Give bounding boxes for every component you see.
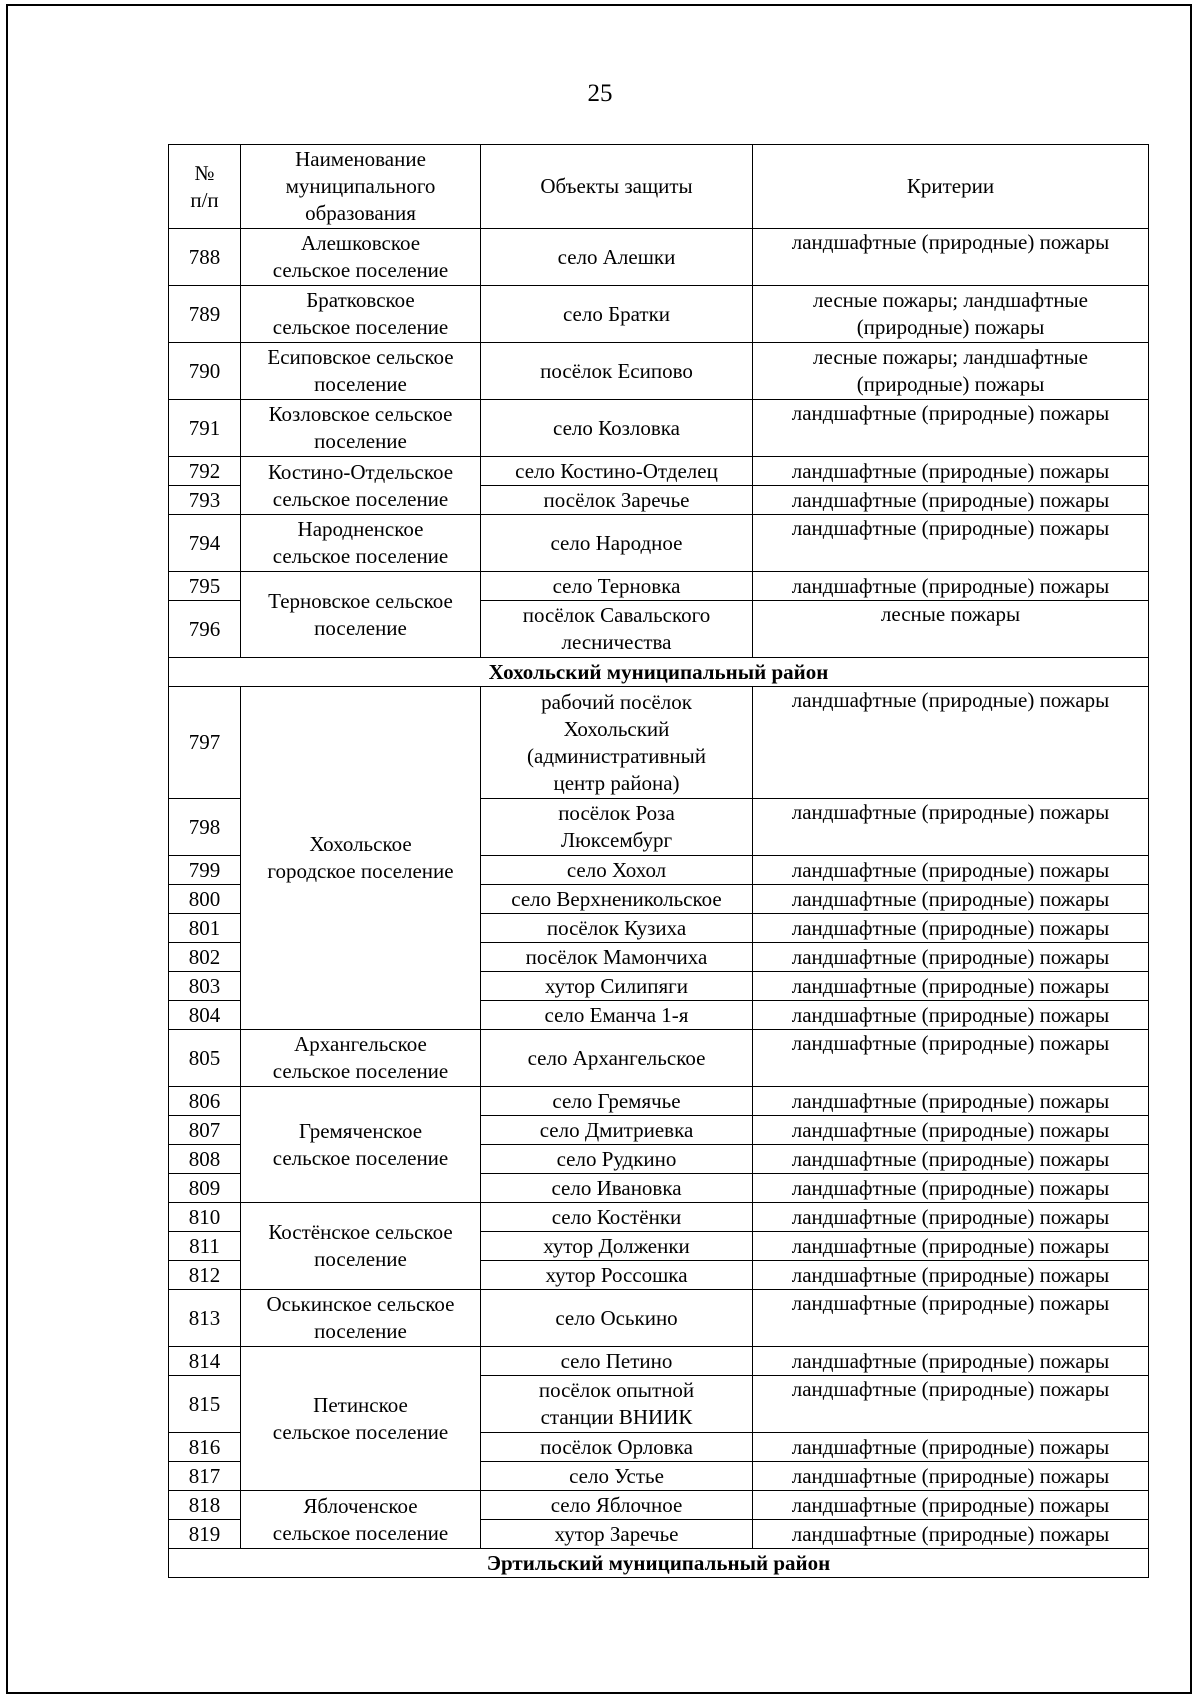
protection-object: село Козловка	[481, 400, 753, 457]
row-number: 819	[169, 1520, 241, 1549]
row-number: 816	[169, 1433, 241, 1462]
protection-object: посёлок Заречье	[481, 486, 753, 515]
criteria: ландшафтные (природные) пожары	[753, 943, 1149, 972]
municipality-name: Гремяченское сельское поселение	[241, 1087, 481, 1203]
protection-object: село Терновка	[481, 572, 753, 601]
protection-object: село Хохол	[481, 856, 753, 885]
protection-object: село Яблочное	[481, 1491, 753, 1520]
table-row	[169, 343, 1149, 400]
protection-object: посёлок Савальского лесничества	[481, 601, 753, 658]
criteria: ландшафтные (природные) пожары	[753, 515, 1149, 572]
table-row	[169, 229, 1149, 286]
table-header-row	[169, 145, 1149, 229]
municipality-name: Терновское сельское поселение	[241, 572, 481, 658]
protection-object: посёлок Роза Люксембург	[481, 799, 753, 856]
municipality-name: Оськинское сельское поселение	[241, 1290, 481, 1347]
table-row	[169, 1087, 1149, 1116]
header-criteria-text: Критерии	[906, 174, 995, 198]
row-number: 801	[169, 914, 241, 943]
row-number: 799	[169, 856, 241, 885]
criteria: ландшафтные (природные) пожары	[753, 1116, 1149, 1145]
row-number: 797	[169, 687, 241, 799]
row-number: 813	[169, 1290, 241, 1347]
row-number: 805	[169, 1030, 241, 1087]
municipality-name: Есиповское сельское поселение	[241, 343, 481, 400]
protection-object: посёлок Есипово	[481, 343, 753, 400]
criteria: ландшафтные (природные) пожары	[753, 1145, 1149, 1174]
criteria: ландшафтные (природные) пожары	[753, 572, 1149, 601]
municipality-name: Братковское сельское поселение	[241, 286, 481, 343]
criteria: ландшафтные (природные) пожары	[753, 972, 1149, 1001]
municipality-name: Козловское сельское поселение	[241, 400, 481, 457]
section-row	[169, 1549, 1149, 1578]
header-objects	[481, 145, 753, 229]
page-number: 25	[587, 80, 613, 107]
row-number: 793	[169, 486, 241, 515]
protection-object: село Алешки	[481, 229, 753, 286]
header-municipality	[241, 145, 481, 229]
criteria: лесные пожары; ландшафтные (природные) пожары	[753, 286, 1149, 343]
criteria: лесные пожары; ландшафтные (природные) пожары	[753, 343, 1149, 400]
table-row	[169, 515, 1149, 572]
protection-object: село Братки	[481, 286, 753, 343]
criteria: ландшафтные (природные) пожары	[753, 1232, 1149, 1261]
protection-object: село Еманча 1-я	[481, 1001, 753, 1030]
protection-object: село Рудкино	[481, 1145, 753, 1174]
row-number: 803	[169, 972, 241, 1001]
municipality-name: Костино-Отдельское сельское поселение	[241, 457, 481, 515]
row-number: 817	[169, 1462, 241, 1491]
protection-object: посёлок Мамончиха	[481, 943, 753, 972]
row-number: 794	[169, 515, 241, 572]
section-title: Хохольский муниципальный район	[169, 658, 1149, 687]
row-number: 809	[169, 1174, 241, 1203]
table-row	[169, 687, 1149, 799]
row-number: 802	[169, 943, 241, 972]
section-title: Эртильский муниципальный район	[169, 1549, 1149, 1578]
table-row	[169, 457, 1149, 486]
row-number: 811	[169, 1232, 241, 1261]
protection-object: хутор Заречье	[481, 1520, 753, 1549]
municipality-name: Яблоченское сельское поселение	[241, 1491, 481, 1549]
criteria: ландшафтные (природные) пожары	[753, 1030, 1149, 1087]
municipality-name: Петинское сельское поселение	[241, 1347, 481, 1491]
protection-object: село Архангельское	[481, 1030, 753, 1087]
criteria: ландшафтные (природные) пожары	[753, 1087, 1149, 1116]
row-number: 792	[169, 457, 241, 486]
table-body	[169, 229, 1149, 1578]
table-row	[169, 1290, 1149, 1347]
protection-object: посёлок Орловка	[481, 1433, 753, 1462]
header-objects-text: Объекты защиты	[540, 174, 693, 198]
row-number: 810	[169, 1203, 241, 1232]
header-municipality-text: Наименование муниципального образования	[285, 147, 436, 225]
criteria: ландшафтные (природные) пожары	[753, 856, 1149, 885]
protection-object: село Ивановка	[481, 1174, 753, 1203]
row-number: 815	[169, 1376, 241, 1433]
protection-object: село Костино-Отделец	[481, 457, 753, 486]
criteria: лесные пожары	[753, 601, 1149, 658]
row-number: 807	[169, 1116, 241, 1145]
criteria: ландшафтные (природные) пожары	[753, 1462, 1149, 1491]
criteria: ландшафтные (природные) пожары	[753, 1290, 1149, 1347]
criteria: ландшафтные (природные) пожары	[753, 1261, 1149, 1290]
protection-object: село Гремячье	[481, 1087, 753, 1116]
row-number: 798	[169, 799, 241, 856]
table-row	[169, 286, 1149, 343]
table-row	[169, 1347, 1149, 1376]
criteria: ландшафтные (природные) пожары	[753, 799, 1149, 856]
protection-object: село Оськино	[481, 1290, 753, 1347]
row-number: 818	[169, 1491, 241, 1520]
table-row	[169, 1491, 1149, 1520]
criteria: ландшафтные (природные) пожары	[753, 687, 1149, 799]
row-number: 788	[169, 229, 241, 286]
criteria: ландшафтные (природные) пожары	[753, 1203, 1149, 1232]
criteria: ландшафтные (природные) пожары	[753, 457, 1149, 486]
protection-object: рабочий посёлок Хохольский (административный центр района)	[481, 687, 753, 799]
criteria: ландшафтные (природные) пожары	[753, 229, 1149, 286]
table-row	[169, 572, 1149, 601]
criteria: ландшафтные (природные) пожары	[753, 400, 1149, 457]
protection-object: хутор Долженки	[481, 1232, 753, 1261]
protection-object: село Устье	[481, 1462, 753, 1491]
protection-object: хутор Силипяги	[481, 972, 753, 1001]
row-number: 796	[169, 601, 241, 658]
row-number: 800	[169, 885, 241, 914]
criteria: ландшафтные (природные) пожары	[753, 1174, 1149, 1203]
criteria: ландшафтные (природные) пожары	[753, 1347, 1149, 1376]
criteria: ландшафтные (природные) пожары	[753, 1433, 1149, 1462]
criteria: ландшафтные (природные) пожары	[753, 1520, 1149, 1549]
row-number: 795	[169, 572, 241, 601]
criteria: ландшафтные (природные) пожары	[753, 486, 1149, 515]
municipality-name: Народненское сельское поселение	[241, 515, 481, 572]
criteria: ландшафтные (природные) пожары	[753, 1491, 1149, 1520]
municipality-name: Алешковское сельское поселение	[241, 229, 481, 286]
protection-object: посёлок опытной станции ВНИИК	[481, 1376, 753, 1433]
row-number: 808	[169, 1145, 241, 1174]
row-number: 790	[169, 343, 241, 400]
criteria: ландшафтные (природные) пожары	[753, 1001, 1149, 1030]
protection-objects-table	[168, 144, 1149, 1578]
row-number: 806	[169, 1087, 241, 1116]
municipality-name: Архангельское сельское поселение	[241, 1030, 481, 1087]
protection-object: хутор Россошка	[481, 1261, 753, 1290]
municipality-name: Хохольское городское поселение	[241, 687, 481, 1030]
header-number	[169, 145, 241, 229]
row-number: 789	[169, 286, 241, 343]
section-row	[169, 658, 1149, 687]
row-number: 791	[169, 400, 241, 457]
row-number: 804	[169, 1001, 241, 1030]
protection-object: село Костёнки	[481, 1203, 753, 1232]
municipality-name: Костёнское сельское поселение	[241, 1203, 481, 1290]
protection-object: село Петино	[481, 1347, 753, 1376]
criteria: ландшафтные (природные) пожары	[753, 914, 1149, 943]
row-number: 812	[169, 1261, 241, 1290]
protection-object: село Верхненикольское	[481, 885, 753, 914]
header-number-text: № п/п	[190, 160, 219, 212]
table-row	[169, 1030, 1149, 1087]
criteria: ландшафтные (природные) пожары	[753, 1376, 1149, 1433]
protection-object: село Дмитриевка	[481, 1116, 753, 1145]
table-row	[169, 400, 1149, 457]
protection-object: посёлок Кузиха	[481, 914, 753, 943]
criteria: ландшафтные (природные) пожары	[753, 885, 1149, 914]
table-row	[169, 1203, 1149, 1232]
protection-object: село Народное	[481, 515, 753, 572]
row-number: 814	[169, 1347, 241, 1376]
header-criteria	[753, 145, 1149, 229]
